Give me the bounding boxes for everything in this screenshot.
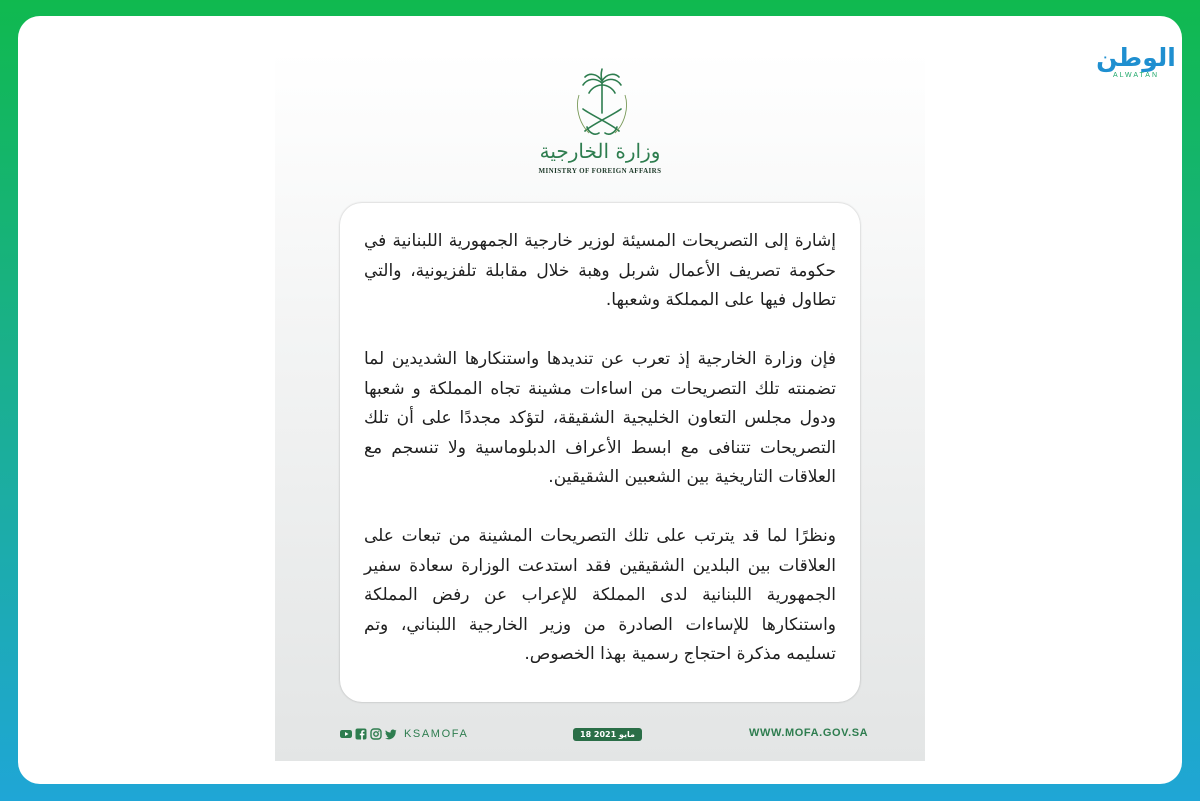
statement-paragraph-1: إشارة إلى التصريحات المسيئة لوزير خارجية الجمهورية اللبنانية في حكومة تصريف الأعمال شربل وهبة خلال مقابلة تلفزيونية، والتي تطاول فيها على المملكة وشعبها. [364, 231, 836, 310]
ministry-english-title: MINISTRY OF FOREIGN AFFAIRS [538, 167, 662, 175]
logo-english-text: ALWATAN [1112, 72, 1160, 79]
ministry-arabic-title: وزارة الخارجية [539, 139, 661, 163]
statement-document [275, 51, 925, 761]
statement-paragraph-2: فإن وزارة الخارجية إذ تعرب عن تنديدها واستنكارها الشديدين لما تضمنته تلك التصريحات من اساءات مشينة تجاه المملكة و شعبها ودول مجلس التعاون الخليجية الشقيقة، لتؤكد مجددًا على أن تلك التصريحات تتنافى مع ابسط الأعراف الدبلوماسية ولا تنسجم مع العلاقات التاريخية بين الشعبين الشقيقين. [364, 349, 836, 487]
statement-body [364, 227, 836, 670]
statement-card [340, 203, 860, 702]
twitter-icon[interactable] [385, 728, 397, 740]
logo-arabic-text: الوطن [1096, 43, 1176, 72]
alwatan-logo[interactable] [1084, 44, 1188, 84]
statement-paragraph-3: ونظرًا لما قد يترتب على تلك التصريحات المشينة من تبعات على العلاقات بين البلدين الشقيقين فقد استدعت الوزارة سعادة سفير الجمهورية اللبنانية لدى المملكة للإعراب عن رفض المملكة واستنكارها للإساءات الصادرة من وزير الخارجية اللبناني، وتم تسليمه مذكرة احتجاج رسمية بهذا الخصوص. [364, 526, 836, 664]
instagram-icon[interactable] [370, 728, 382, 740]
saudi-palm-swords-emblem-icon [575, 67, 629, 141]
website-link[interactable]: WWW.MOFA.GOV.SA [749, 727, 869, 739]
youtube-icon[interactable] [340, 728, 352, 740]
social-handle[interactable]: KSAMOFA [404, 728, 469, 740]
social-links [340, 727, 468, 741]
facebook-icon[interactable] [355, 728, 367, 740]
date-badge: 18 مايو 2021 [573, 728, 642, 741]
